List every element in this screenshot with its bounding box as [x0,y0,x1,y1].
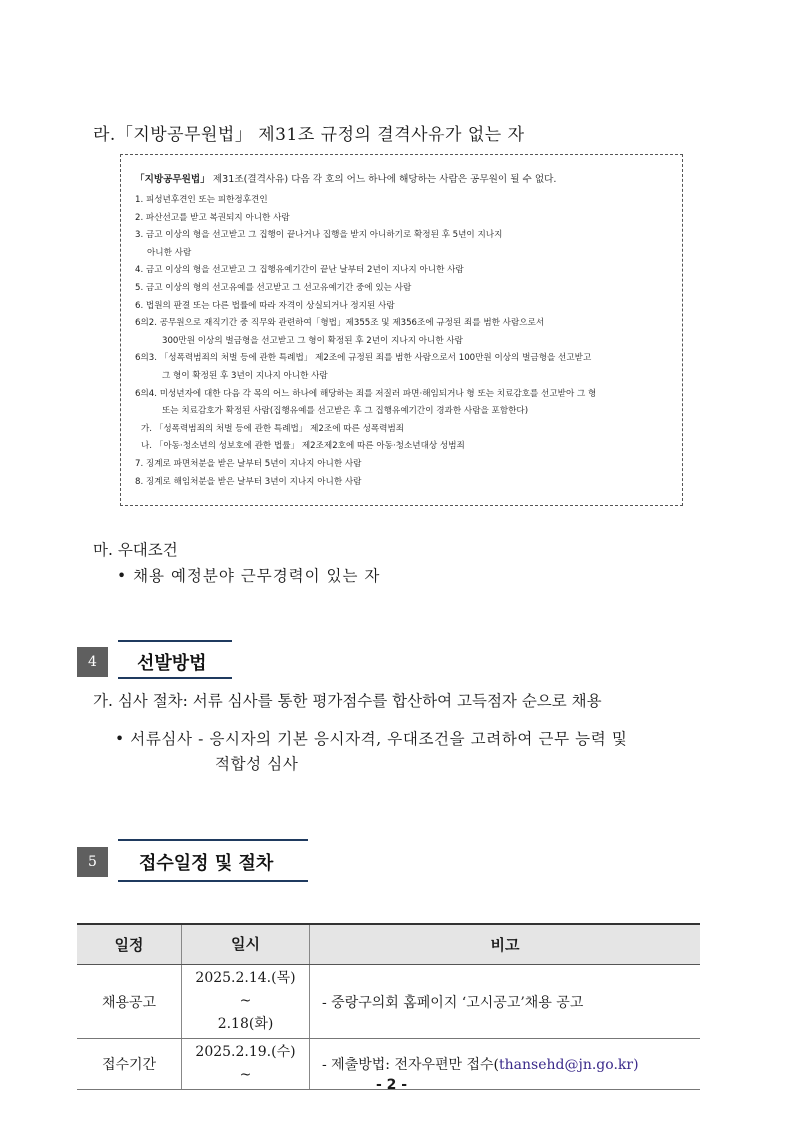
box-line: 6의4. 미성년자에 대한 다음 각 목의 어느 하나에 해당하는 죄를 저질러 파면·해임되거나 형 또는 치료감호를 선고받아 그 형 [135,388,597,399]
box-line: 6의2. 공무원으로 재직기간 중 직무와 관련하여「형법」제355조 및 제356조에 규정된 죄를 범한 사람으로서 [135,318,545,329]
title-rule-top [118,640,232,642]
box-intro-bold: 「지방공무원법」 [135,174,210,185]
table-cell: 채용공고 [77,965,182,1039]
table-cell: 2025.2.19.(수) ~ [182,1039,310,1090]
submission-method: - 제출방법: 전자우편만 접수( [322,1057,500,1073]
box-line: 또는 치료감호가 확정된 사람(집행유예를 선고받은 후 그 집행유예기간이 경과한 사람을 포함한다) [162,406,529,417]
box-line: 2. 파산선고를 받고 복권되지 아니한 사람 [135,212,290,223]
box-line: 1. 피성년후견인 또는 피한정후견인 [135,195,268,205]
box-line: 8. 징계로 해임처분을 받은 날부터 3년이 지나지 아니한 사람 [135,476,362,487]
column-header: 일정 [77,924,182,965]
email-address[interactable]: thansehd@jn.go.kr) [499,1057,639,1073]
table-cell [182,965,310,1039]
box-line: 7. 징계로 파면처분을 받은 날부터 5년이 지나지 아니한 사람 [135,458,362,469]
column-header: 비고 [310,924,701,965]
section-title: 접수일정 및 절차 [139,853,274,874]
box-line: 나. 「아동·청소년의 성보호에 관한 법률」 제2조제2호에 따른 아동·청소년대상 성범죄 [141,441,465,452]
box-line: 3. 금고 이상의 형을 선고받고 그 집행이 끝나거나 집행을 받지 아니하기로 확정된 후 5년이 지나지 [135,230,503,241]
section-number-badge: 4 [77,647,108,677]
table-cell: 접수기간 [77,1039,182,1090]
table-header-row [77,924,700,965]
box-line: 300만원 이상의 벌금형을 선고받고 그 형이 확정된 후 2년이 지나지 아니한 사람 [162,335,463,346]
box-line: 4. 금고 이상의 형을 선고받고 그 집행유예기간이 끝난 날부터 2년이 지나지 아니한 사람 [135,265,464,276]
document-review-bullet: • 서류심사 - 응시자의 기본 응시자격, 우대조건을 고려하여 근무 능력 및 [115,730,628,748]
table-cell: - 중랑구의회 홈페이지 ‘고시공고’채용 공고 [310,965,701,1039]
title-rule-top [118,839,308,841]
table-row [77,965,700,1039]
selection-procedure: 가. 심사 절차: 서류 심사를 통한 평가점수를 합산하여 고득점자 순으로 채용 [93,692,602,710]
box-line: 가. 「성폭력범죄의 처벌 등에 관한 특례법」 제2조에 따른 성폭력범죄 [141,423,405,434]
section-number-badge: 5 [77,847,108,877]
page-number: - 2 - [376,1077,408,1093]
section-heading-ma: 마. 우대조건 [93,541,178,559]
column-header: 일시 [182,924,310,965]
box-intro-text: 제31조(결격사유) 다음 각 호의 어느 하나에 해당하는 사람은 공무원이 될 수 없다. [209,174,557,185]
box-line: 5. 금고 이상의 형의 선고유예를 선고받고 그 선고유예기간 중에 있는 사람 [135,282,412,293]
document-review-bullet-cont: 적합성 심사 [215,755,299,773]
box-line: 아니한 사람 [147,247,192,258]
preference-bullet: • 채용 예정분야 근무경력이 있는 자 [117,567,381,585]
date-start: 2025.2.14.(목) ~ [195,970,296,1009]
section-title: 선발방법 [137,653,207,674]
title-rule-bottom [118,677,232,679]
section-heading-ra: 라.「지방공무원법」 제31조 규정의 결격사유가 없는 자 [93,125,525,145]
title-rule-bottom [118,880,308,882]
box-line: 6. 법원의 판결 또는 다른 법률에 따라 자격이 상실되거나 정지된 사람 [135,300,395,311]
schedule-table [77,923,700,1090]
date-end: 2.18(화) [217,1016,274,1032]
box-intro [135,171,672,185]
table-cell [310,1039,701,1090]
box-line: 그 형이 확정된 후 3년이 지나지 아니한 사람 [162,370,328,381]
box-line: 6의3. 「성폭력범죄의 처벌 등에 관한 특례법」 제2조에 규정된 죄를 범한 사람으로서 100만원 이상의 벌금형을 선고받고 [135,353,592,364]
disqualification-box [120,154,683,506]
